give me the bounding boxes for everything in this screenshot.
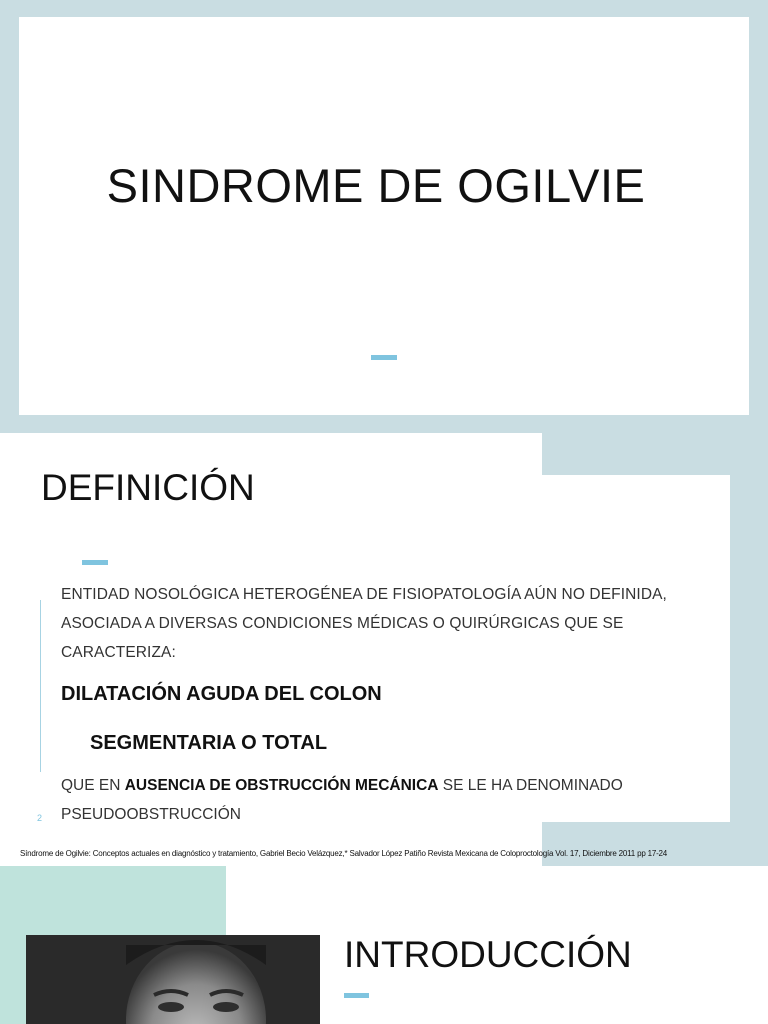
section-heading: INTRODUCCIÓN xyxy=(344,934,632,975)
definition-line: PSEUDOOBSTRUCCIÓN xyxy=(61,806,241,823)
emphasis-text: SEGMENTARIA O TOTAL xyxy=(90,732,328,754)
definition-text xyxy=(61,580,711,667)
accent-vertical-line xyxy=(40,600,41,772)
definition-line: ASOCIADA A DIVERSAS CONDICIONES MÉDICAS O QUIRÚRGICAS QUE SE xyxy=(61,615,624,632)
accent-dash xyxy=(82,560,108,565)
page-number: 2 xyxy=(37,813,43,823)
portrait-photo xyxy=(26,935,320,1024)
definition-line: ENTIDAD NOSOLÓGICA HETEROGÉNEA DE FISIOPATOLOGÍA AÚN NO DEFINIDA, xyxy=(61,586,667,603)
slide-introduccion xyxy=(0,866,768,1024)
text-suffix: SE LE HA DENOMINADO xyxy=(438,777,623,794)
accent-dash xyxy=(371,355,397,360)
citation-footnote: Síndrome de Ogilvie: Conceptos actuales en diagnóstico y tratamiento, Gabriel Becio Velázquez,* Salvador López Patiño Revista Mexicana de Coloproctología Vol. 17, Diciembre 2011 pp 17-24 xyxy=(20,849,668,858)
slide-title xyxy=(0,0,768,433)
accent-dash xyxy=(344,993,369,998)
bold-phrase: AUSENCIA DE OBSTRUCCIÓN MECÁNICA xyxy=(124,777,439,794)
decor-block-top xyxy=(542,433,768,475)
definition-line: CARACTERIZA: xyxy=(61,644,176,661)
text-prefix: QUE EN xyxy=(61,777,125,794)
slide-title-text: SINDROME DE OGILVIE xyxy=(106,159,646,212)
slide-definicion xyxy=(0,433,768,866)
definition-line xyxy=(61,771,711,800)
portrait-image xyxy=(26,935,320,1024)
pseudo-obstruction-text xyxy=(61,771,711,829)
decor-block-right xyxy=(730,475,768,866)
section-heading: DEFINICIÓN xyxy=(41,467,255,508)
emphasis-text: DILATACIÓN AGUDA DEL COLON xyxy=(61,683,382,705)
